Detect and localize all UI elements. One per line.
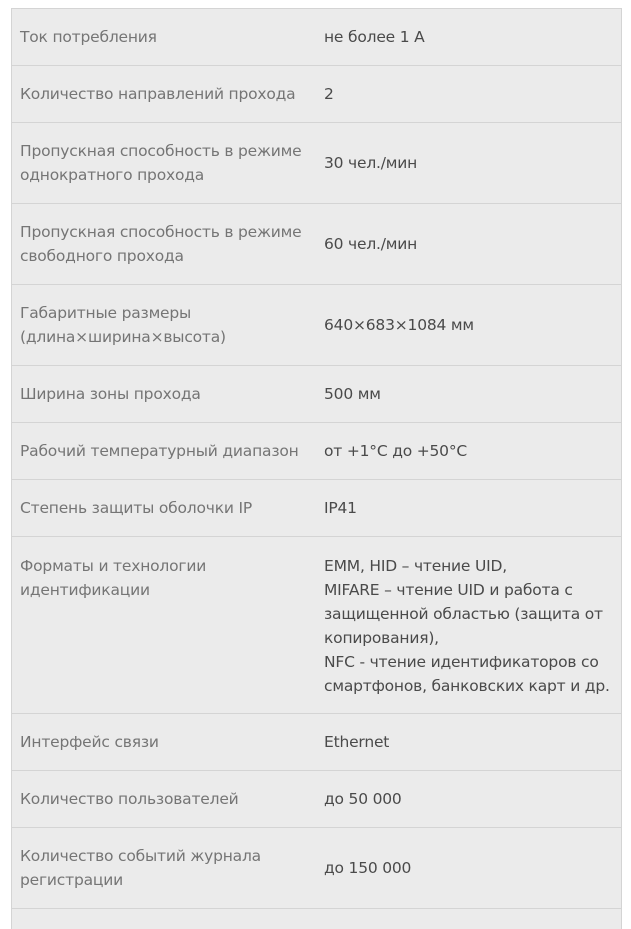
spec-name: Пропускная способность в режиме свободного прохода: [20, 223, 302, 265]
spec-name: Рабочий температурный диапазон: [20, 442, 299, 460]
spec-name: Степень защиты оболочки IP: [20, 499, 253, 517]
spec-row-users: [12, 771, 621, 828]
spec-name: Пропускная способность в режиме однократного прохода: [20, 142, 302, 184]
spec-value: не более 1 А: [324, 28, 425, 46]
spec-name: Количество событий журнала регистрации: [20, 847, 261, 889]
spec-row-dimensions: [12, 285, 621, 366]
spec-value: до 50 000: [324, 790, 402, 808]
spec-table: [11, 8, 622, 929]
spec-value: 30 чел./мин: [324, 154, 418, 172]
spec-name: Габаритные размеры (длина×ширина×высота): [20, 304, 226, 346]
spec-name: Интерфейс связи: [20, 733, 159, 751]
spec-name: Ширина зоны прохода: [20, 385, 201, 403]
spec-value: от +1°С до +50°С: [324, 442, 467, 460]
spec-value: EMM, HID – чтение UID, MIFARE – чтение UID и работа с защищенной областью (защита от копирования), NFC - чтение идентификаторов со смартфонов, банковских карт и др.: [324, 557, 610, 695]
spec-value: Ethernet: [324, 733, 390, 751]
spec-value: 2: [324, 85, 334, 103]
spec-row-single-throughput: [12, 123, 621, 204]
spec-row-temperature: [12, 423, 621, 480]
spec-row-current: [12, 9, 621, 66]
spec-row-events: [12, 828, 621, 909]
spec-name: Ток потребления: [20, 28, 157, 46]
spec-name: Количество пользователей: [20, 790, 239, 808]
spec-row-identification: [12, 537, 621, 714]
spec-row-ip-rating: [12, 480, 621, 537]
spec-row-interface: [12, 714, 621, 771]
spec-name: Количество направлений прохода: [20, 85, 296, 103]
spec-value: 500 мм: [324, 385, 381, 403]
spec-value: 640×683×1084 мм: [324, 316, 474, 334]
spec-value: до 150 000: [324, 859, 412, 877]
spec-row-free-throughput: [12, 204, 621, 285]
spec-value: IP41: [324, 499, 357, 517]
spec-value: 60 чел./мин: [324, 235, 418, 253]
spec-row-passage-width: [12, 366, 621, 423]
spec-name: Форматы и технологии идентификации: [20, 557, 207, 599]
spec-row-directions: [12, 66, 621, 123]
